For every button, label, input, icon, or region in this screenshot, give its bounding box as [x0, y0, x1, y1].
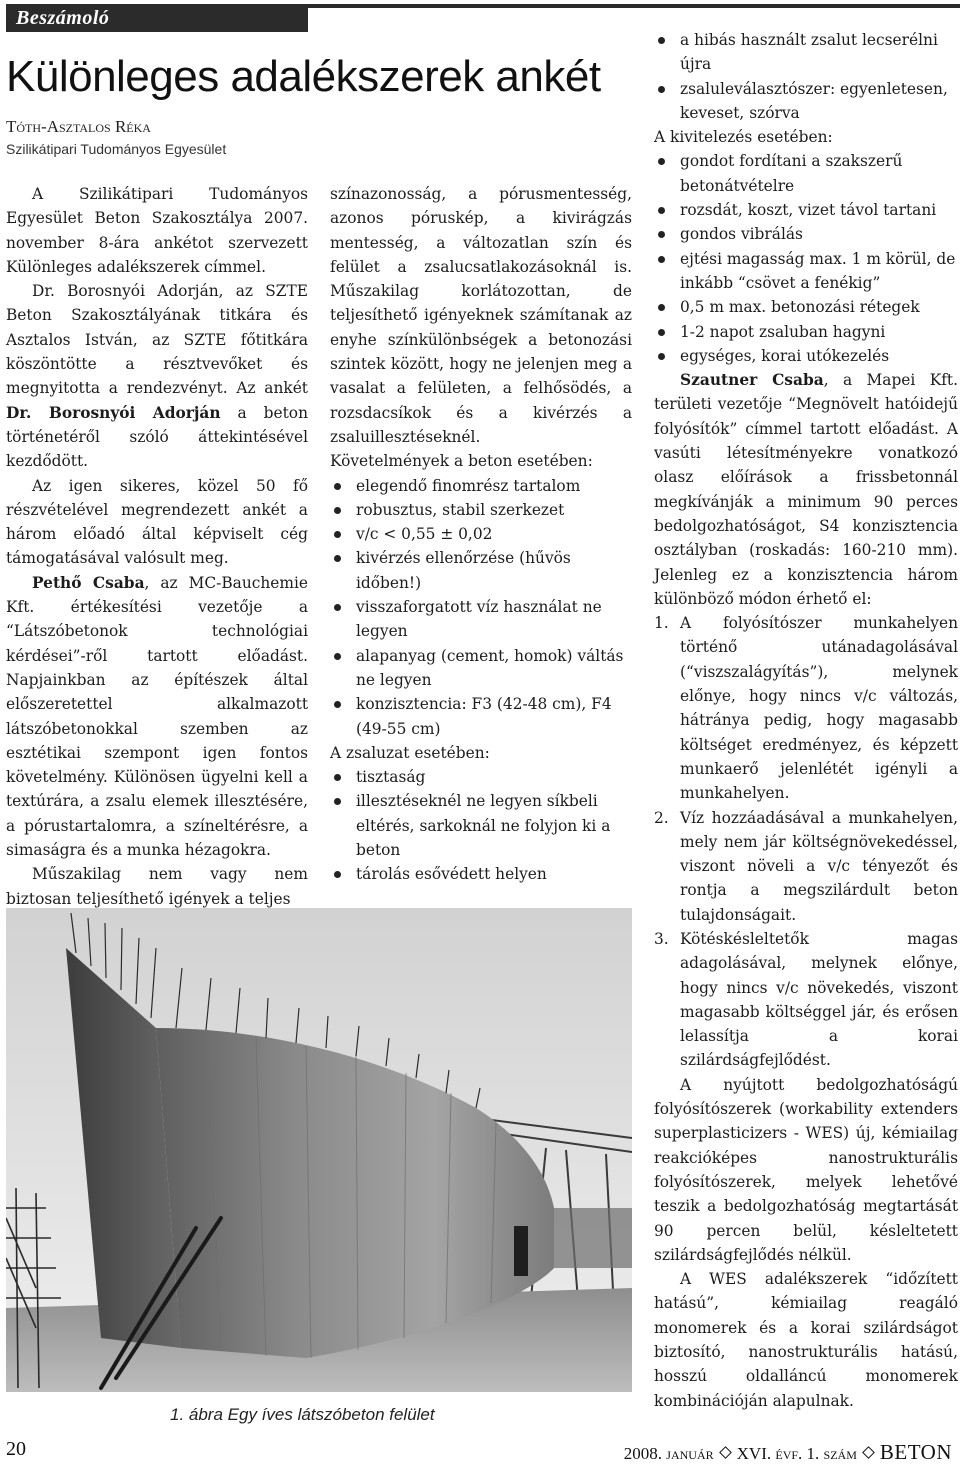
- list-item: gondot fordítani a szakszerű betonátvételre: [654, 149, 958, 198]
- item-number: 3.: [654, 929, 669, 948]
- bullet-list: [654, 28, 958, 125]
- numbered-item: [654, 611, 958, 805]
- issue-number: 1.: [806, 1444, 820, 1463]
- author-affiliation: Szilikátipari Tudományos Egyesület: [6, 141, 227, 157]
- column-3: [654, 28, 958, 1413]
- speaker-name: Szautner Csaba: [680, 371, 824, 390]
- column-1: [6, 182, 308, 911]
- paragraph: [6, 279, 308, 473]
- list-item: 1-2 napot zsaluban hagyni: [654, 320, 958, 344]
- concrete-wall-photo: [6, 908, 632, 1392]
- page-footer: [624, 1440, 952, 1465]
- paragraph: [6, 571, 308, 863]
- paragraph: A Szilikátipari Tudományos Egyesület Beton Szakosztálya 2007. november 8-ára ankétot szervezett Különleges adalékszerek címmel.: [6, 185, 308, 276]
- figure-caption: 1. ábra Egy íves látszóbeton felület: [170, 1405, 435, 1424]
- paragraph: A nyújtott bedolgozhatóságú folyósítószerek (workability extenders superplasticizers - WES) új, kémiailag reakcióképes nanostrukturális folyósítószerek, melyek lehetővé teszik a bedolgozhatóság megtartását 90 percen belül, késleltetett szilárdságfejlődés nélkül.: [654, 1075, 958, 1264]
- list-item: v/c < 0,55 ± 0,02: [330, 522, 632, 546]
- list-item: robusztus, stabil szerkezet: [330, 498, 632, 522]
- bullet-list: [330, 474, 632, 741]
- paragraph: [654, 368, 958, 611]
- paragraph: Műszakilag nem vagy nem biztosan teljesíthető igények a teljes: [6, 865, 308, 908]
- list-heading: A zsaluzat esetében:: [330, 743, 490, 762]
- list-item: ejtési magasság max. 1 m körül, de inkább “csövet a fenékig”: [654, 247, 958, 296]
- diamond-icon: [862, 1446, 875, 1459]
- bullet-list: [330, 765, 632, 886]
- list-item: gondos vibrálás: [654, 222, 958, 246]
- list-item: tisztaság: [330, 765, 632, 789]
- list-item: rozsdát, koszt, vizet távol tartani: [654, 198, 958, 222]
- list-heading: Követelmények a beton esetében:: [330, 452, 593, 471]
- paragraph: színazonosság, a pórusmentesség, azonos póruskép, a kivirágzás mentesség, a változatlan szín és felület a zsalucsatlakozásoknál is. Műszakilag korlátozottan, de teljesíthető igényeknek számítanak az enyhe színkülönbségek a betonozási szintek között, hogy ne jelenjen meg a vasalat a felületen, a felhősödés, a rozsdacsíkok és a kivérzés a zsaluillesztéseknél.: [330, 185, 632, 446]
- issue-label: szám: [823, 1444, 857, 1463]
- issue-month: január: [666, 1444, 714, 1463]
- item-text: A folyósítószer munkahelyen történő utánadagolásával (“viszszalágyítás”), melynek előnye, hogy nincs v/c változás, hátránya pedig, hogy magasabb költséget eredményez, és képzett munkaerő jelenlétét igényli a munkahelyen.: [680, 614, 958, 803]
- item-text: Kötéskésleltetők magas adagolásával, melynek előnye, hogy nincs v/c növekedés, viszont magasabb költséggel jár, és erősen lelassítja a korai szilárdságfejlődést.: [680, 929, 958, 1070]
- diamond-icon: [719, 1446, 732, 1459]
- magazine-name: BETON: [879, 1440, 952, 1464]
- column-2: [330, 182, 632, 887]
- list-item: konzisztencia: F3 (42-48 cm), F4 (49-55 cm): [330, 692, 632, 741]
- paragraph-text: , a Mapei Kft. területi vezetője “Megnövelt hatóidejű folyósítók” címmel tartott előadást. A vasúti létesítményekre vonatkozó olasz előírások a frissbetonnál megkívánják a minimum 90 perces bedolgozhatóságot, S4 konzisztencia osztályban (roskadás: 160-210 mm). Jelenleg ez a konzisztencia három különböző módon érhető el:: [654, 371, 958, 608]
- list-heading: A kivitelezés esetében:: [654, 128, 833, 147]
- list-item: elegendő finomrész tartalom: [330, 474, 632, 498]
- item-number: 2.: [654, 808, 669, 827]
- bullet-list: [654, 149, 958, 368]
- header-rule: [308, 4, 960, 8]
- volume-number: XVI.: [736, 1444, 772, 1463]
- volume-label: évf.: [775, 1444, 803, 1463]
- speaker-name: Dr. Borosnyói Adorján: [6, 403, 221, 422]
- page-number: 20: [6, 1438, 26, 1460]
- list-item: egységes, korai utókezelés: [654, 344, 958, 368]
- paragraph-text: , az MC-Bauchemie Kft. értékesítési vezetője a “Látszóbetonok technológiai kérdései”-ről tartott előadást. Napjainkban az építészek által előszeretettel alkalmazott látszóbetonokkal szemben az esztétikai szempont igen fontos követelmény. Különösen ügyelni kell a textúrára, a zsalu elemek illesztésére, a pórustartalomra, a színeltérésre, a simaságra és a munka hézagokra.: [6, 573, 308, 860]
- issue-date: 2008.: [623, 1444, 663, 1463]
- speaker-name: Pethő Csaba: [32, 573, 145, 592]
- numbered-item: [654, 806, 958, 927]
- list-item: zsaluleválasztószer: egyenletesen, keveset, szórva: [654, 77, 958, 126]
- list-item: alapanyag (cement, homok) váltás ne legyen: [330, 644, 632, 693]
- list-item: kivérzés ellenőrzése (hűvös időben!): [330, 546, 632, 595]
- list-item: 0,5 m max. betonozási rétegek: [654, 295, 958, 319]
- paragraph: Az igen sikeres, közel 50 fő részvételével megrendezett ankét a három előadó által képviselt cég támogatásával valósult meg.: [6, 476, 308, 568]
- paragraph-text: a beton történetéről szóló áttekintésével kezdődött.: [6, 403, 308, 471]
- list-item: tárolás esővédett helyen: [330, 862, 632, 886]
- numbered-list: [654, 611, 958, 1073]
- article-title: Különleges adalékszerek ankét: [6, 52, 601, 101]
- item-number: 1.: [654, 614, 669, 633]
- list-item: illesztéseknél ne legyen síkbeli eltérés, sarkoknál ne folyjon ki a beton: [330, 789, 632, 862]
- list-item: visszaforgatott víz használat ne legyen: [330, 595, 632, 644]
- author-name: Tóth-Asztalos Réka: [6, 117, 151, 136]
- paragraph: A WES adalékszerek “időzített hatású”, kémiailag reagáló monomerek és a korai szilárdságot biztosító, nanostrukturális hatású, hosszú oldalláncú monomerek kombinációján alapulnak.: [654, 1270, 958, 1410]
- item-text: Víz hozzáadásával a munkahelyen, mely nem jár költségnövekedéssel, viszont növeli a v/c tényezőt és rontja a megszilárdult beton tulajdonságait.: [680, 808, 958, 924]
- paragraph-text: Dr. Borosnyói Adorján, az SZTE Beton Szakosztályának titkára és Asztalos István, az SZTE főtitkára köszöntötte a résztvevőket és megnyitotta a rendezvényt. Az ankét: [6, 282, 308, 398]
- numbered-item: [654, 927, 958, 1073]
- section-label: Beszámoló: [6, 4, 308, 32]
- list-item: a hibás használt zsalut lecserélni újra: [654, 28, 958, 77]
